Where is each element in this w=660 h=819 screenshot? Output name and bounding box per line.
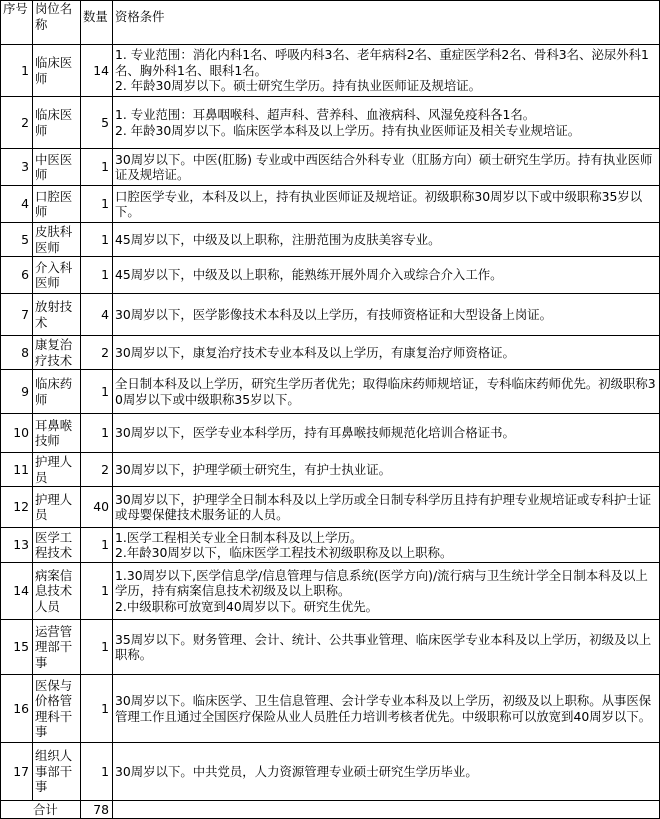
row-quantity: 1 [81,620,113,675]
table-row [1,743,660,801]
header-requirements: 资格条件 [113,1,660,45]
row-requirements: 30周岁以下，医学专业本科学历，持有耳鼻喉技师规范化培训合格证书。 [113,414,660,453]
table-row [1,453,660,487]
table-row [1,414,660,453]
header-position: 岗位名称 [33,1,81,45]
row-number: 2 [1,97,33,149]
row-position: 口腔医师 [33,186,81,223]
table-row [1,528,660,563]
table-row [1,294,660,336]
row-number: 4 [1,186,33,223]
row-requirements: 全日制本科及以上学历，研究生学历者优先；取得临床药师规培证，专科临床药师优先。初级职称30周岁以下或中级职称35岁以下。 [113,370,660,414]
row-quantity: 1 [81,149,113,186]
row-quantity: 1 [81,370,113,414]
row-quantity: 1 [81,563,113,620]
row-quantity: 2 [81,336,113,370]
row-quantity: 4 [81,294,113,336]
row-quantity: 1 [81,743,113,801]
row-position: 组织人事部干事 [33,743,81,801]
row-quantity: 5 [81,97,113,149]
row-position: 医保与价格管理科干事 [33,675,81,743]
row-requirements: 30周岁以下，护理学全日制本科及以上学历或全日制专科学历且持有护理专业规培证或专科护士证或母婴保健技术服务证的人员。 [113,487,660,528]
row-position: 护理人员 [33,487,81,528]
row-quantity: 1 [81,186,113,223]
row-requirements: 30周岁以下。临床医学、卫生信息管理、会计学专业本科及以上学历，初级及以上职称。从事医保管理工作且通过全国医疗保险从业人员胜任力培训考核者优先。中级职称可以放宽到40周岁以下。 [113,675,660,743]
total-quantity: 78 [81,801,113,819]
table-row [1,257,660,294]
table-row [1,336,660,370]
row-number: 8 [1,336,33,370]
row-number: 13 [1,528,33,563]
row-requirements: 30周岁以下，康复治疗技术专业本科及以上学历，有康复治疗师资格证。 [113,336,660,370]
total-row [1,801,660,819]
row-number: 14 [1,563,33,620]
table-row [1,149,660,186]
row-requirements: 30周岁以下。中医(肛肠) 专业或中西医结合外科专业（肛肠方向）硕士研究生学历。持有执业医师证及规培证。 [113,149,660,186]
row-number: 3 [1,149,33,186]
row-quantity: 1 [81,223,113,257]
row-position: 皮肤科医师 [33,223,81,257]
row-position: 中医医师 [33,149,81,186]
table-row [1,487,660,528]
row-position: 临床医师 [33,97,81,149]
row-position: 运营管理部干事 [33,620,81,675]
row-number: 11 [1,453,33,487]
row-number: 9 [1,370,33,414]
row-position: 病案信息技术人员 [33,563,81,620]
row-number: 5 [1,223,33,257]
table-row [1,370,660,414]
row-quantity: 14 [81,45,113,97]
row-number: 17 [1,743,33,801]
table-row [1,45,660,97]
row-requirements: 45周岁以下，中级及以上职称，能熟练开展外周介入或综合介入工作。 [113,257,660,294]
row-position: 介入科医师 [33,257,81,294]
table-row [1,223,660,257]
row-requirements: 1. 专业范围：耳鼻咽喉科、超声科、营养科、血液病科、风湿免疫科各1名。 2. 年龄30周岁以下。临床医学本科及以上学历。持有执业医师证及相关专业规培证。 [113,97,660,149]
row-number: 12 [1,487,33,528]
row-quantity: 2 [81,453,113,487]
row-number: 6 [1,257,33,294]
row-number: 15 [1,620,33,675]
row-position: 临床药师 [33,370,81,414]
table-row [1,675,660,743]
row-position: 医学工程技术 [33,528,81,563]
row-requirements: 30周岁以下。中共党员，人力资源管理专业硕士研究生学历毕业。 [113,743,660,801]
table-row [1,620,660,675]
total-requirements-empty [113,801,660,819]
table-body [1,1,660,819]
row-position: 临床医师 [33,45,81,97]
row-requirements: 口腔医学专业，本科及以上，持有执业医师证及规培证。初级职称30周岁以下或中级职称35岁以下。 [113,186,660,223]
row-requirements: 1.医学工程相关专业全日制本科及以上学历。 2.年龄30周岁以下，临床医学工程技术初级职称及以上职称。 [113,528,660,563]
row-requirements: 1. 专业范围：消化内科1名、呼吸内科3名、老年病科2名、重症医学科2名、骨科3名、泌尿外科1名、胸外科1名、眼科1名。 2. 年龄30周岁以下。硕士研究生学历。持有执业医师证及规培证。 [113,45,660,97]
row-requirements: 45周岁以下，中级及以上职称，注册范围为皮肤美容专业。 [113,223,660,257]
header-no: 序号 [1,1,33,45]
row-number: 10 [1,414,33,453]
total-label: 合计 [1,801,81,819]
row-requirements: 30周岁以下，护理学硕士研究生，有护士执业证。 [113,453,660,487]
row-quantity: 1 [81,257,113,294]
row-position: 护理人员 [33,453,81,487]
row-number: 7 [1,294,33,336]
row-requirements: 35周岁以下。财务管理、会计、统计、公共事业管理、临床医学专业本科及以上学历，初级及以上职称。 [113,620,660,675]
row-number: 16 [1,675,33,743]
row-number: 1 [1,45,33,97]
table-row [1,563,660,620]
table-row [1,186,660,223]
row-position: 放射技术 [33,294,81,336]
header-qty: 数量 [81,1,113,45]
row-requirements: 1.30周岁以下,医学信息学/信息管理与信息系统(医学方向)/流行病与卫生统计学全日制本科及以上学历，持有病案信息技术初级及以上职称。 2.中级职称可放宽到40周岁以下。研究生优先。 [113,563,660,620]
row-quantity: 40 [81,487,113,528]
row-requirements: 30周岁以下，医学影像技术本科及以上学历，有技师资格证和大型设备上岗证。 [113,294,660,336]
row-position: 耳鼻喉技师 [33,414,81,453]
row-quantity: 1 [81,414,113,453]
table-row [1,97,660,149]
row-quantity: 1 [81,528,113,563]
header-row [1,1,660,45]
row-quantity: 1 [81,675,113,743]
row-position: 康复治疗技术 [33,336,81,370]
